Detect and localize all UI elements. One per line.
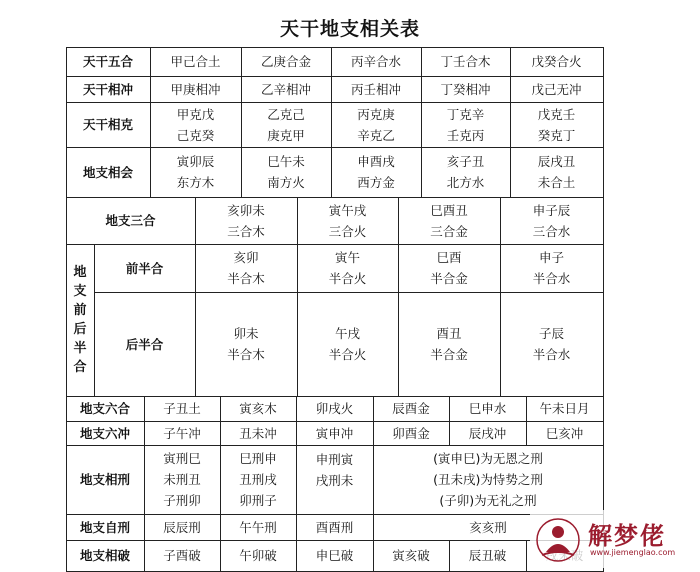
group-char: 半 (73, 341, 87, 356)
row-label-dizhi-xiangxing: 地支相刑 (79, 472, 130, 487)
table-cell: 卯戌火 (315, 401, 354, 416)
row-label-dizhi-liuhe: 地支六合 (79, 401, 130, 416)
table-cell (150, 147, 241, 197)
table-cell: 乙辛相冲 (260, 81, 311, 97)
table-title: 天干地支相关表 (279, 18, 420, 40)
cell-line: 三合金 (430, 223, 468, 239)
table-cell (195, 244, 297, 292)
note-line: (寅申巳)为无恩之刑 (433, 451, 543, 466)
table-cell (241, 102, 331, 147)
cell-line: 三合木 (227, 223, 265, 239)
cell-line: 巳酉丑 (430, 202, 468, 218)
stem-branch-table (66, 47, 604, 572)
cell-line: 三合水 (532, 223, 571, 239)
cell-line: 半合金 (430, 347, 468, 362)
note-line: (子卯)为无礼之刑 (439, 493, 537, 508)
table-cell (241, 147, 331, 197)
table-cell: 子午冲 (163, 425, 201, 441)
cell-line: 三合火 (328, 223, 367, 239)
cell-line: 亥子丑 (446, 154, 485, 169)
cell-line: 寅刑巳 (163, 451, 201, 466)
cell-line: 未合土 (537, 175, 576, 190)
table-cell: 辰戌冲 (468, 425, 507, 441)
table-cell: 子丑土 (163, 401, 201, 416)
cell-line: 半合火 (328, 347, 367, 362)
table-cell: 甲庚相冲 (170, 81, 221, 97)
table-cell (297, 292, 398, 396)
cell-line: 半合金 (430, 271, 468, 286)
table-cell (421, 147, 510, 197)
table-cell (500, 292, 603, 396)
cell-line: 丁克辛 (446, 106, 485, 122)
watermark-url: www.jiemenglao.com (590, 548, 676, 557)
cell-line: 申刑寅 (315, 452, 354, 467)
table-cell: 辰辰刑 (163, 519, 201, 535)
cell-line: 丙克庚 (357, 106, 395, 122)
row-label-qian-banhe: 前半合 (125, 260, 164, 276)
cell-line: 壬克丙 (446, 127, 485, 143)
cell-line: 巳酉 (436, 250, 462, 265)
xiangxing-notes (373, 445, 603, 514)
cell-line: 酉丑 (436, 326, 462, 341)
cell-line: 巳午未 (267, 154, 305, 169)
row-label-dizhi-xiangpo: 地支相破 (79, 548, 130, 563)
table-cell: 午午刑 (239, 519, 277, 535)
group-char: 合 (73, 360, 87, 375)
table-cell (421, 102, 510, 147)
cell-line: 南方火 (267, 175, 305, 190)
cell-line: 戌刑未 (315, 473, 354, 488)
table-cell (500, 244, 603, 292)
cell-line: 庚克甲 (267, 127, 305, 143)
table-cell (297, 197, 398, 244)
table-cell (296, 445, 373, 495)
table-cell: 卯酉金 (392, 425, 430, 441)
cell-line: 癸克丁 (537, 127, 576, 143)
table-cell: 辰酉金 (392, 401, 430, 416)
table-cell: 戊癸合火 (531, 54, 582, 69)
cell-line: 亥卯未 (227, 202, 265, 218)
table-cell: 戊己无冲 (531, 81, 582, 97)
table-cell (150, 102, 241, 147)
cell-line: 半合木 (227, 271, 265, 286)
group-char: 后 (73, 322, 87, 337)
group-char: 前 (73, 303, 87, 318)
table-cell: 甲己合土 (170, 54, 221, 69)
cell-line: 半合水 (532, 347, 571, 362)
cell-line: 半合水 (532, 271, 571, 286)
table-cell: 丙壬相冲 (350, 81, 401, 97)
cell-line: 卯未 (233, 326, 259, 341)
table-cell (195, 197, 297, 244)
table-cell (510, 102, 603, 147)
table-cell (195, 292, 297, 396)
table-cell: 酉酉刑 (315, 519, 354, 535)
cell-line: 寅卯辰 (176, 154, 215, 169)
cell-line: 乙克己 (267, 106, 305, 122)
cell-line: 甲克戊 (176, 106, 215, 122)
group-char: 地 (73, 265, 87, 280)
cell-line: 午戌 (334, 326, 360, 341)
table-cell (331, 102, 421, 147)
row-label-tiangan-wuhe: 天干五合 (82, 54, 133, 69)
banhe-group-label (66, 244, 94, 396)
table-cell (398, 244, 500, 292)
group-char: 支 (73, 284, 87, 299)
table-cell: 辰丑破 (468, 548, 507, 563)
table-cell (297, 244, 398, 292)
cell-line: 寅午 (334, 250, 360, 265)
cell-line: 亥卯 (233, 250, 259, 265)
table-cell (510, 147, 603, 197)
cell-line: 巳刑申 (239, 451, 277, 466)
table-cell (500, 197, 603, 244)
table-cell: 丙辛合水 (350, 54, 401, 69)
cell-line: 申子辰 (532, 202, 571, 218)
cell-line: 己克癸 (176, 127, 215, 143)
table-cell (398, 292, 500, 396)
cell-line: 未刑丑 (163, 472, 201, 487)
cell-line: 卯刑子 (239, 493, 277, 508)
table-cell (331, 147, 421, 197)
rule (603, 47, 604, 572)
table-cell (220, 445, 296, 514)
row-label-dizhi-zixing: 地支自刑 (79, 519, 130, 535)
table-cell: 寅亥木 (239, 401, 277, 416)
row-label-dizhi-xianghui: 地支相会 (82, 164, 133, 180)
cell-line: 半合木 (227, 347, 265, 362)
table-cell (144, 445, 220, 514)
site-watermark (530, 510, 695, 568)
cell-line: 辛克乙 (357, 127, 395, 143)
cell-line: 子刑卯 (163, 493, 201, 508)
table-cell: 乙庚合金 (260, 54, 311, 69)
cell-line: 半合火 (328, 271, 367, 286)
row-label-dizhi-sanhe: 地支三合 (105, 213, 156, 228)
cell-line: 辰戌丑 (537, 154, 576, 169)
cell-line: 申子 (538, 250, 564, 265)
cell-line: 寅午戌 (328, 202, 367, 218)
table-cell: 亥亥刑 (469, 519, 507, 535)
cell-line: 西方金 (357, 175, 395, 190)
note-line: (丑未戌)为恃势之刑 (433, 472, 543, 487)
cell-line: 北方水 (446, 175, 485, 190)
cell-line: 丑刑戌 (239, 472, 277, 487)
cell-line: 申酉戌 (357, 154, 395, 169)
table-cell (398, 197, 500, 244)
row-label-dizhi-liuchong: 地支六冲 (79, 425, 130, 441)
row-label-tiangan-xiangke: 天干相克 (82, 117, 133, 132)
cell-line: 子辰 (538, 326, 564, 341)
cell-line: 东方木 (176, 175, 215, 190)
row-label-hou-banhe: 后半合 (125, 336, 164, 352)
table-cell: 巳亥冲 (545, 425, 584, 441)
table-cell: 丁壬合木 (440, 54, 491, 69)
table-cell: 子酉破 (163, 548, 201, 563)
table-cell: 丁癸相冲 (440, 81, 491, 97)
table-cell: 申巳破 (315, 548, 354, 563)
table-cell: 午卯破 (239, 548, 277, 563)
bodhisattva-logo-icon (536, 518, 580, 562)
table-cell: 丑未冲 (239, 425, 277, 441)
table-cell: 巳申水 (468, 401, 507, 416)
watermark-name: 解梦佬 (588, 522, 666, 550)
table-cell: 寅亥破 (392, 548, 430, 563)
row-label-tiangan-xiangchong: 天干相冲 (82, 81, 133, 97)
cell-line: 戊克壬 (537, 106, 576, 122)
table-cell: 寅申冲 (315, 425, 354, 441)
table-cell: 午未日月 (539, 401, 590, 416)
